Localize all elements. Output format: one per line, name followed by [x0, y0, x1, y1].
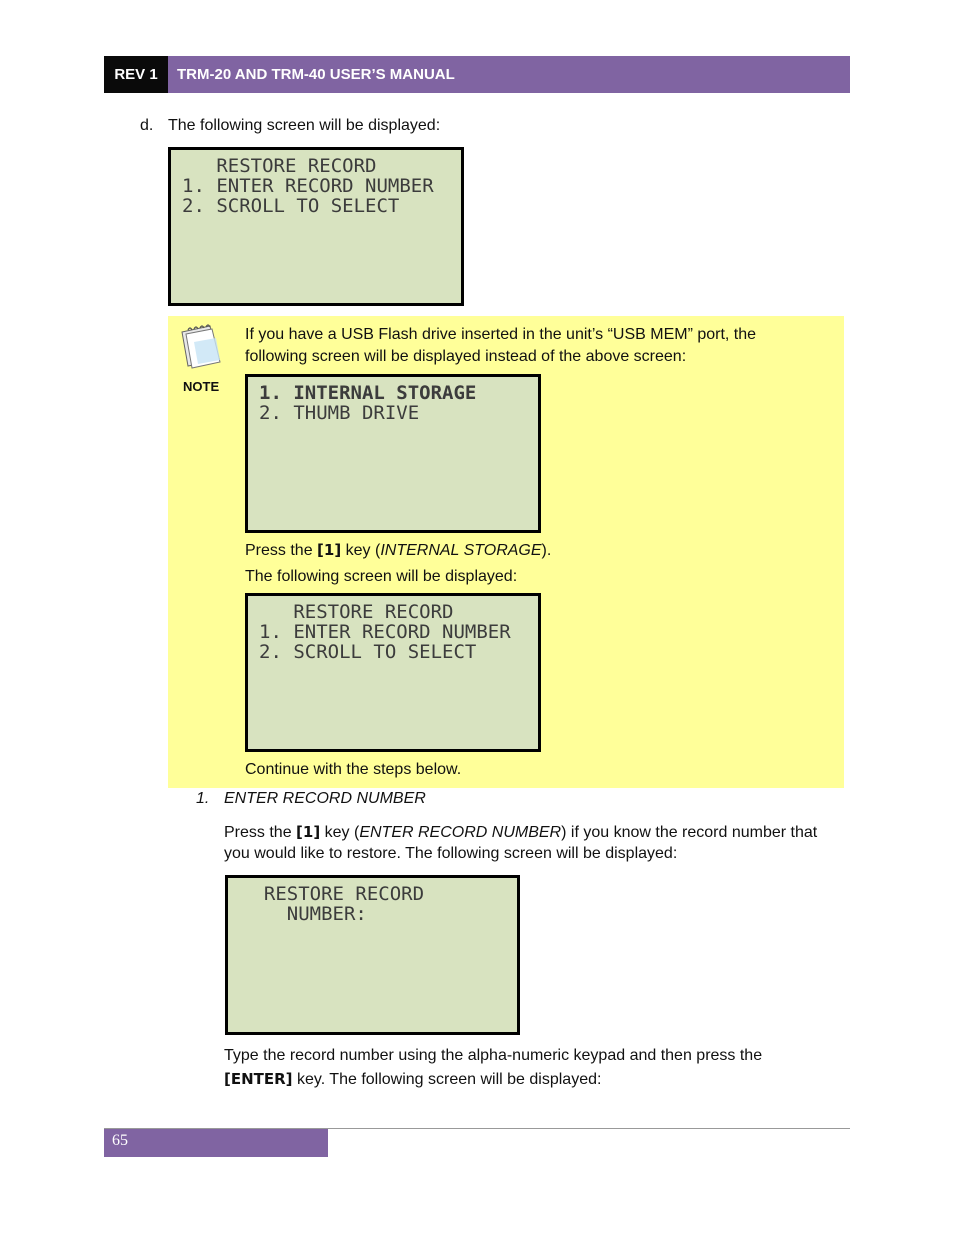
item-1-suffix: ) if you know the record number that [561, 824, 818, 841]
item-1-title: ENTER RECORD NUMBER [224, 790, 426, 807]
notepad-icon [176, 320, 226, 370]
lcd-line: NUMBER: [241, 903, 367, 925]
note-press-mid: key ( [341, 542, 381, 559]
lcd-line: 1. INTERNAL STORAGE [259, 382, 477, 404]
note-press-line [245, 539, 551, 562]
lcd-line: 2. SCROLL TO SELECT [259, 641, 477, 663]
header-title: TRM-20 AND TRM-40 USER’S MANUAL [168, 56, 850, 93]
item-1-type-suffix: key. The following screen will be displayed: [292, 1071, 602, 1088]
header-rev-label: REV 1 [104, 56, 168, 93]
step-d-marker: d. [140, 117, 154, 134]
item-1-prefix: Press the [224, 824, 297, 841]
lcd-line: RESTORE RECORD [259, 601, 454, 623]
lcd-screen-restore-record-2 [245, 593, 541, 752]
lcd-screen-restore-record [168, 147, 464, 306]
key-1-label: [1] [296, 823, 321, 841]
enter-key-label: [ENTER] [224, 1070, 293, 1088]
note-press-italic: INTERNAL STORAGE [380, 542, 542, 559]
lcd-line: RESTORE RECORD [182, 155, 377, 177]
item-1-marker: 1. [196, 790, 210, 807]
lcd-line: 1. ENTER RECORD NUMBER [182, 175, 434, 197]
page-number: 65 [104, 1129, 328, 1157]
note-following-text: The following screen will be displayed: [245, 568, 518, 585]
lcd-line: 1. ENTER RECORD NUMBER [259, 621, 511, 643]
lcd-screen-storage-select [245, 374, 541, 533]
lcd-screen-record-number [225, 875, 520, 1035]
lcd-line: RESTORE RECORD [241, 883, 425, 905]
item-1-line2: you would like to restore. The following screen will be displayed: [224, 845, 678, 862]
note-continue-text: Continue with the steps below. [245, 761, 462, 778]
item-1-mid: key ( [320, 824, 360, 841]
key-1-label: [1] [317, 541, 342, 559]
item-1-type-line1: Type the record number using the alpha-numeric keypad and then press the [224, 1047, 763, 1064]
item-1-line1 [224, 821, 817, 844]
note-label: NOTE [183, 379, 220, 394]
note-press-prefix: Press the [245, 542, 318, 559]
note-press-suffix: ). [541, 542, 552, 559]
lcd-line: 2. SCROLL TO SELECT [182, 195, 400, 217]
item-1-italic: ENTER RECORD NUMBER [359, 824, 562, 841]
item-1-type-line2 [224, 1068, 601, 1091]
note-text-line2: following screen will be displayed instead of the above screen: [245, 348, 687, 365]
step-d-text: The following screen will be displayed: [168, 117, 441, 134]
lcd-line: 2. THUMB DRIVE [259, 402, 420, 424]
note-text-line1: If you have a USB Flash drive inserted in the unit’s “USB MEM” port, the [245, 326, 757, 343]
